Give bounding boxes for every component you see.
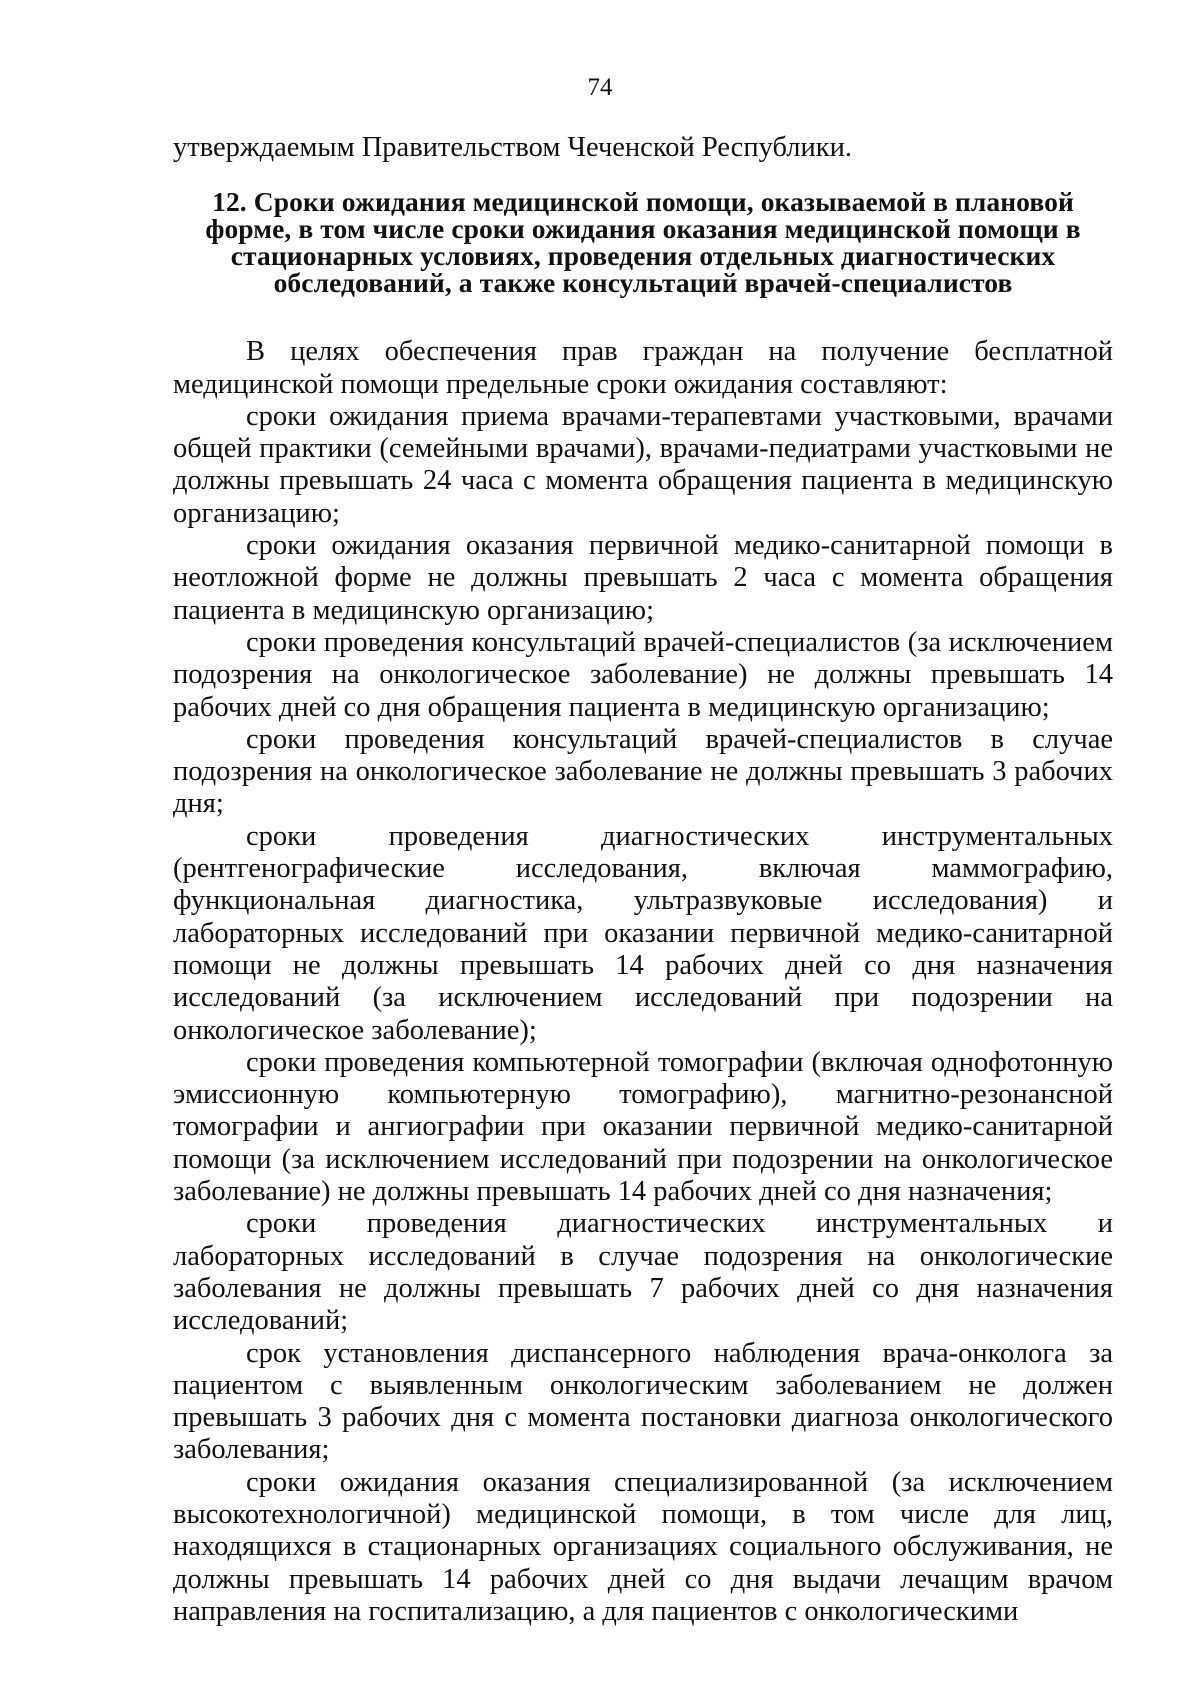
paragraph-item: сроки ожидания оказания первичной медико-санитарной помощи в неотложной форме не должны превышать 2 часа с момента обращения пациента в медицинскую организацию;: [173, 530, 1113, 626]
paragraph-item: сроки проведения диагностических инструментальных (рентгенографические исследования, включая маммографию, функциональная диагностика, ультразвуковые исследования) и лабораторных исследований при оказании первичной медико-санитарной помощи не должны превышать 14 рабочих дней со дня назначения исследований (за исключением исследований при подозрении на онкологическое заболевание);: [173, 820, 1113, 1046]
paragraph-item: срок установления диспансерного наблюдения врача-онколога за пациентом с выявленным онкологическим заболеванием не должен превышать 3 рабочих дня с момента постановки диагноза онкологического заболевания;: [173, 1337, 1113, 1466]
paragraph-item: сроки проведения консультаций врачей-специалистов в случае подозрения на онкологическое заболевание не должны превышать 3 рабочих дня;: [173, 723, 1113, 820]
section-title-line: 12. Сроки ожидания медицинской помощи, оказываемой в плановой: [212, 186, 1074, 218]
paragraph-item: сроки ожидания оказания специализированной (за исключением высокотехнологичной) медицинской помощи, в том числе для лиц, находящихся в стационарных организациях социального обслуживания, не должны превышать 14 рабочих дней со дня выдачи лечащим врачом направления на госпитализацию, а для пациентов с онкологическими: [173, 1466, 1113, 1627]
paragraph-item: сроки проведения диагностических инструментальных и лабораторных исследований в случае подозрения на онкологические заболевания не должны превышать 7 рабочих дней со дня назначения исследований;: [173, 1208, 1113, 1337]
paragraph-item: сроки проведения консультаций врачей-специалистов (за исключением подозрения на онкологическое заболевание) не должны превышать 14 рабочих дней со дня обращения пациента в медицинскую организацию;: [173, 626, 1113, 723]
lead-line: утверждаемым Правительством Чеченской Республики.: [173, 132, 852, 163]
paragraph-intro: В целях обеспечения прав граждан на получение бесплатной медицинской помощи предельные сроки ожидания составляют:: [173, 336, 1113, 400]
page-content: [173, 132, 1113, 1628]
paragraph-item: сроки проведения компьютерной томографии (включая однофотонную эмиссионную компьютерную томографию), магнитно-резонансной томографии и ангиографии при оказании первичной медико-санитарной помощи (за исключением исследований при подозрении на онкологическое заболевание) не должны превышать 14 рабочих дней со дня назначения;: [173, 1046, 1113, 1208]
body-text: [173, 336, 1113, 1628]
page-number: 74: [587, 74, 613, 101]
section-title-line: форме, в том числе сроки ожидания оказания медицинской помощи в: [205, 213, 1081, 245]
section-title-line: стационарных условиях, проведения отдельных диагностических: [230, 240, 1056, 272]
section-title: [173, 186, 1113, 299]
paragraph-item: сроки ожидания приема врачами-терапевтами участковыми, врачами общей практики (семейными врачами), врачами-педиатрами участковыми не должны превышать 24 часа с момента обращения пациента в медицинскую организацию;: [173, 400, 1113, 529]
section-title-line: обследований, а также консультаций врачей-специалистов: [273, 267, 1013, 299]
